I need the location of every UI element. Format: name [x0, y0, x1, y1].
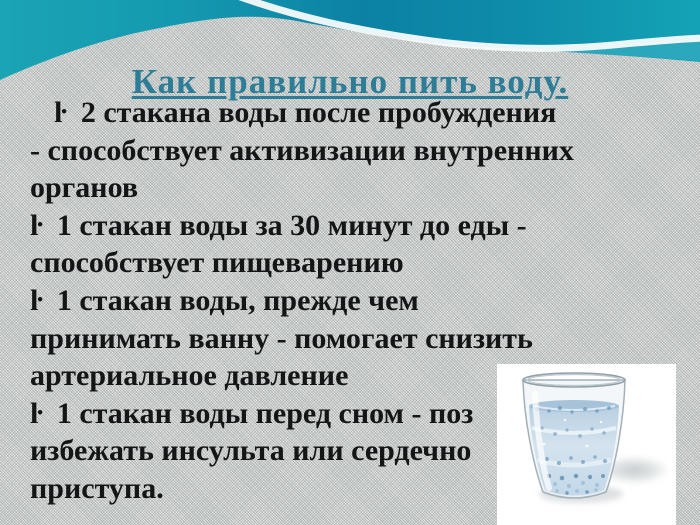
slide-title: Как правильно пить воду. [131, 62, 569, 101]
glass-of-water-image [497, 364, 676, 525]
body-line: - способствует активизации внутренних [30, 133, 574, 167]
body-line: ŀ 2 стакана воды после пробуждения [54, 96, 557, 129]
body-line: ŀ 1 стакан воды за 30 минут до еды - [30, 208, 527, 242]
body-line: органов [30, 171, 139, 205]
body-line: артериальное давление [30, 359, 349, 393]
body-line: приступа. [30, 471, 164, 505]
body-line: ŀ 1 стакан воды перед сном - поз [30, 396, 474, 430]
body-line: ŀ 1 стакан воды, прежде чем [30, 283, 419, 317]
glass-of-water-drawing [497, 364, 676, 525]
body-line: избежать инсульта или сердечно [30, 434, 472, 468]
body-line: принимать ванну - помогает снизить [30, 321, 533, 355]
body-line: способствует пищеварению [30, 246, 404, 280]
